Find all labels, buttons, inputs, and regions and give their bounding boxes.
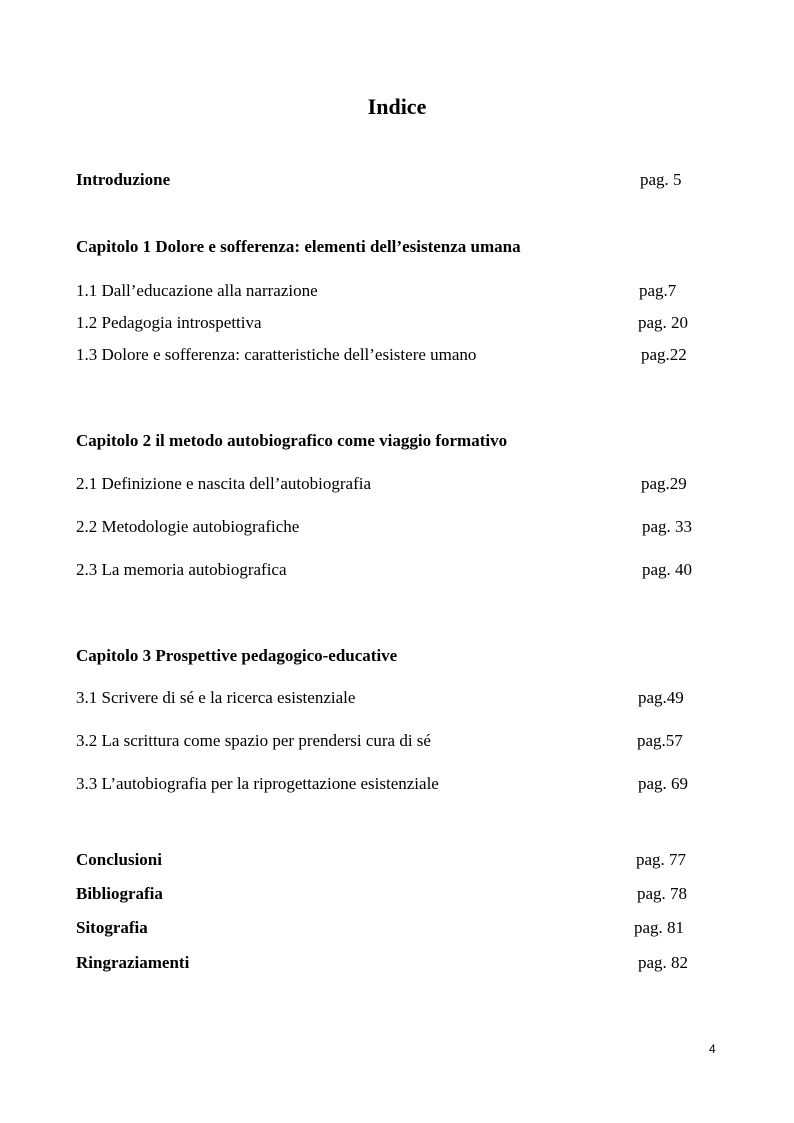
chapter-1-heading: Capitolo 1 Dolore e sofferenza: elementi dell’esistenza umana — [76, 237, 521, 256]
toc-item-1-2: 1.2 Pedagogia introspettiva — [76, 313, 262, 332]
toc-intro-label: Introduzione — [76, 170, 171, 189]
toc-page-1-3: pag.22 — [641, 345, 687, 364]
toc-page-1-1: pag.7 — [639, 281, 677, 300]
toc-item-2-1: 2.1 Definizione e nascita dell’autobiografia — [76, 474, 372, 493]
page-number: 4 — [709, 1042, 716, 1056]
toc-page-2-3: pag. 40 — [642, 560, 693, 579]
toc-item-3-2: 3.2 La scrittura come spazio per prendersi cura di sé — [76, 731, 431, 750]
toc-page-conclusioni: pag. 77 — [636, 850, 687, 869]
toc-page-ringraziamenti: pag. 82 — [638, 953, 689, 972]
toc-page-bibliografia: pag. 78 — [637, 884, 688, 903]
toc-item-2-2: 2.2 Metodologie autobiografiche — [76, 517, 300, 536]
toc-item-1-1: 1.1 Dall’educazione alla narrazione — [76, 281, 318, 300]
toc-page-3-2: pag.57 — [637, 731, 683, 750]
toc-sitografia: Sitografia — [76, 918, 148, 937]
toc-item-3-3: 3.3 L’autobiografia per la riprogettazione esistenziale — [76, 774, 439, 793]
toc-page-1-2: pag. 20 — [638, 313, 689, 332]
toc-page-3-1: pag.49 — [638, 688, 684, 707]
toc-page-2-2: pag. 33 — [642, 517, 693, 536]
toc-ringraziamenti: Ringraziamenti — [76, 953, 190, 972]
toc-page-3-3: pag. 69 — [638, 774, 689, 793]
chapter-3-heading: Capitolo 3 Prospettive pedagogico-educative — [76, 646, 398, 665]
toc-bibliografia: Bibliografia — [76, 884, 163, 903]
toc-item-1-3: 1.3 Dolore e sofferenza: caratteristiche dell’esistere umano — [76, 345, 477, 364]
toc-conclusioni: Conclusioni — [76, 850, 162, 869]
chapter-2-heading: Capitolo 2 il metodo autobiografico come viaggio formativo — [76, 431, 508, 450]
toc-page-sitografia: pag. 81 — [634, 918, 685, 937]
toc-page-2-1: pag.29 — [641, 474, 687, 493]
toc-item-2-3: 2.3 La memoria autobiografica — [76, 560, 287, 579]
toc-item-3-1: 3.1 Scrivere di sé e la ricerca esistenziale — [76, 688, 356, 707]
toc-intro-page: pag. 5 — [640, 170, 682, 189]
page-title: Indice — [367, 94, 427, 119]
